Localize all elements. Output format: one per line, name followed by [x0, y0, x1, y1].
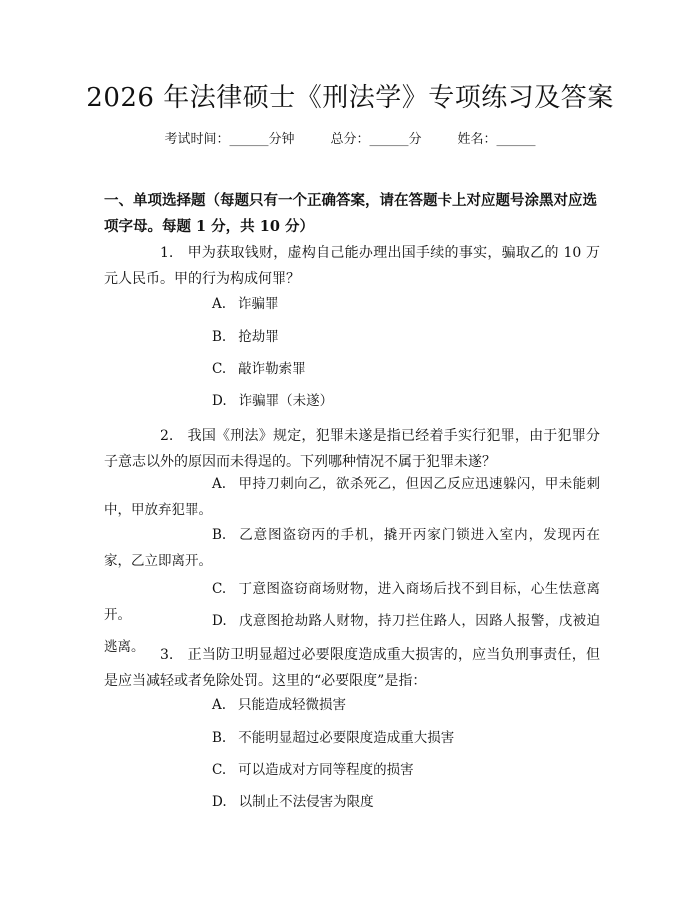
- total-score-field: 总分：______分: [330, 132, 422, 147]
- option-label: B.: [212, 730, 227, 746]
- question-stem: 甲为获取钱财，虚构自己能办理出国手续的事实，骗取乙的 10 万元人民币。甲的行为构成何罪？: [104, 245, 600, 287]
- option-label: B.: [212, 329, 227, 345]
- question-1: [104, 240, 600, 292]
- option-text: 戊意图抢劫路人财物，持刀拦住路人，因路人报警，戊被迫逃离。: [104, 613, 600, 655]
- question-2-option-a: [104, 471, 600, 523]
- option-label: D.: [212, 613, 227, 629]
- option-text: 丁意图盗窃商场财物，进入商场后找不到目标，心生怯意离开。: [104, 581, 600, 623]
- option-label: A.: [212, 476, 227, 492]
- question-stem: 正当防卫明显超过必要限度造成重大损害的，应当负刑事责任，但是应当减轻或者免除处罚。这里的“必要限度”是指：: [104, 647, 600, 689]
- option-text: 不能明显超过必要限度造成重大损害: [238, 730, 455, 746]
- question-number: 2.: [160, 428, 174, 444]
- option-label: D.: [212, 794, 227, 810]
- question-3: [104, 642, 600, 694]
- option-text: 诈骗罪: [238, 296, 279, 312]
- question-stem: 我国《刑法》规定，犯罪未遂是指已经着手实行犯罪，由于犯罪分子意志以外的原因而未得逞的。下列哪种情况不属于犯罪未遂？: [104, 428, 600, 470]
- question-number: 3.: [160, 647, 174, 663]
- section-heading: 一、单项选择题（每题只有一个正确答案，请在答题卡上对应题号涂黑对应选项字母。每题 1 分，共 10 分）: [104, 192, 597, 235]
- option-text: 抢劫罪: [238, 329, 279, 345]
- question-1-option-c: [104, 356, 600, 382]
- option-label: D.: [212, 393, 227, 409]
- option-label: A.: [212, 697, 227, 713]
- exam-time-field: 考试时间：______分钟: [164, 132, 295, 147]
- question-1-option-b: [104, 324, 600, 350]
- option-label: C.: [212, 762, 227, 778]
- option-text: 可以造成对方同等程度的损害: [238, 762, 414, 778]
- option-label: C.: [212, 581, 227, 597]
- option-text: 只能造成轻微损害: [238, 697, 347, 713]
- option-text: 敲诈勒索罪: [238, 361, 306, 377]
- option-text: 诈骗罪（未遂）: [238, 393, 334, 409]
- option-label: B.: [212, 527, 227, 543]
- question-3-option-a: [104, 692, 600, 718]
- question-3-option-c: [104, 757, 600, 783]
- option-label: A.: [212, 296, 227, 312]
- question-3-option-d: [104, 789, 600, 815]
- question-1-option-a: [104, 291, 600, 317]
- option-text: 甲持刀刺向乙，欲杀死乙，但因乙反应迅速躲闪，甲未能刺中，甲放弃犯罪。: [104, 476, 600, 518]
- question-2-option-b: [104, 522, 600, 574]
- question-2: [104, 423, 600, 475]
- exam-meta: [0, 130, 700, 150]
- option-text: 乙意图盗窃丙的手机，撬开丙家门锁进入室内，发现丙在家，乙立即离开。: [104, 527, 600, 569]
- name-field: 姓名：______: [457, 132, 536, 147]
- question-number: 1.: [160, 245, 174, 261]
- option-label: C.: [212, 361, 227, 377]
- question-1-option-d: [104, 388, 600, 414]
- page-title: 2026 年法律硕士《刑法学》专项练习及答案: [86, 83, 614, 113]
- question-3-option-b: [104, 725, 600, 751]
- option-text: 以制止不法侵害为限度: [238, 794, 374, 810]
